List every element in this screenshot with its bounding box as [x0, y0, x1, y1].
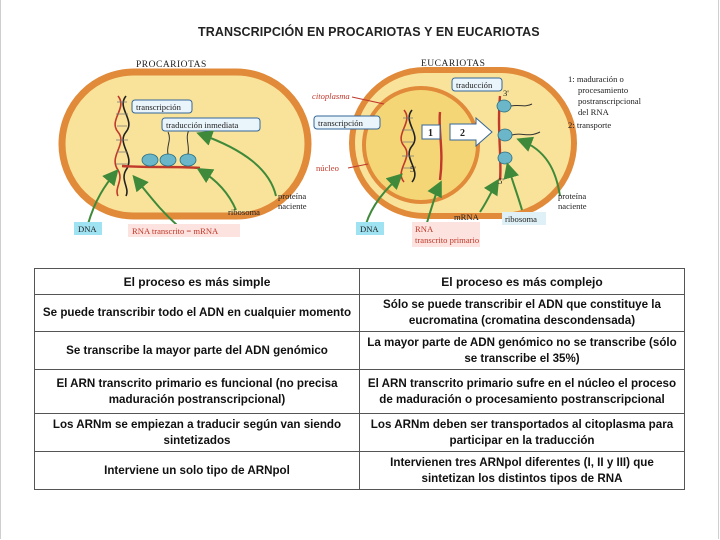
step1-number: 1 [428, 128, 433, 139]
eucariotas-rna-label-1: RNA [415, 224, 434, 234]
table-cell: Se transcribe la mayor parte del ADN genómico [35, 332, 360, 370]
table-header-row [35, 269, 685, 295]
procariotas-dna-label: DNA [78, 224, 97, 234]
procariotas-transcripcion-label: transcripción [136, 102, 181, 112]
table-cell: Los ARNm deben ser transportados al citoplasma para participar en la traducción [360, 414, 685, 452]
procariotas-traduccion-label: traducción inmediata [166, 120, 239, 130]
table-row [35, 414, 685, 452]
note1-d: del RNA [578, 107, 609, 117]
header-procariotas: El proceso es más simple [35, 269, 360, 295]
eucariotas-5prime-2: 5' [498, 176, 504, 186]
step2-number: 2 [460, 128, 465, 139]
table-row [35, 332, 685, 370]
eucariotas-nucleo: núcleo [316, 163, 339, 173]
eucariotas-transcripcion-label: transcripción [318, 118, 363, 128]
table-row [35, 370, 685, 414]
eucariotas-proteina-2: naciente [558, 201, 587, 211]
eukaryote-nucleus [364, 88, 478, 202]
table-cell: El ARN transcrito primario sufre en el núcleo el proceso de maduración o procesamiento postranscripcional [360, 370, 685, 414]
table-cell: Se puede transcribir todo el ADN en cualquier momento [35, 295, 360, 332]
page-title: TRANSCRIPCIÓN EN PROCARIOTAS Y EN EUCARIOTAS [198, 25, 540, 39]
note1-b: procesamiento [578, 85, 629, 95]
table-cell: Intervienen tres ARNpol diferentes (I, II y III) que sintetizan los distintos tipos de RNA [360, 452, 685, 490]
prokaryote-cell [62, 72, 308, 216]
procariotas-rna-label: RNA transcrito = mRNA [132, 226, 219, 236]
procariotas-heading: PROCARIOTAS [136, 60, 207, 70]
procariotas-proteina-1: proteína [278, 191, 307, 201]
table-cell: Sólo se puede transcribir el ADN que constituye la eucromatina (cromatina descondensada) [360, 295, 685, 332]
eucariotas-mrna: mRNA [454, 212, 479, 222]
note1-a: 1: maduración o [568, 74, 624, 84]
table-cell: La mayor parte de ADN genómico no se transcribe (sólo se transcribe el 35%) [360, 332, 685, 370]
eucariotas-5prime-1: 5' [410, 164, 416, 174]
procariotas-3prime: 3' [204, 168, 210, 178]
table-row [35, 452, 685, 490]
eucariotas-citoplasma: citoplasma [312, 91, 350, 101]
header-eucariotas: El proceso es más complejo [360, 269, 685, 295]
eucariotas-traduccion-label: traducción [456, 80, 493, 90]
eucariotas-3prime: 3' [503, 88, 509, 98]
procariotas-proteina-2: naciente [278, 201, 307, 211]
procariotas-ribosoma: ribosoma [228, 207, 260, 217]
eucariotas-dna-label: DNA [360, 224, 379, 234]
eucariotas-ribosoma: ribosoma [505, 214, 537, 224]
eucariotas-proteina-1: proteína [558, 191, 587, 201]
table-row [35, 295, 685, 332]
table-cell: El ARN transcrito primario es funcional (no precisa maduración postranscripcional) [35, 370, 360, 414]
note1-c: postranscripcional [578, 96, 642, 106]
table-cell: Los ARNm se empiezan a traducir según van siendo sintetizados [35, 414, 360, 452]
eucariotas-heading: EUCARIOTAS [421, 59, 486, 69]
eucariotas-rna-label-2: transcrito primario [415, 235, 480, 245]
table-cell: Interviene un solo tipo de ARNpol [35, 452, 360, 490]
note2: 2: transporte [568, 120, 612, 130]
comparison-table [34, 268, 685, 490]
transcription-diagram [0, 0, 720, 265]
